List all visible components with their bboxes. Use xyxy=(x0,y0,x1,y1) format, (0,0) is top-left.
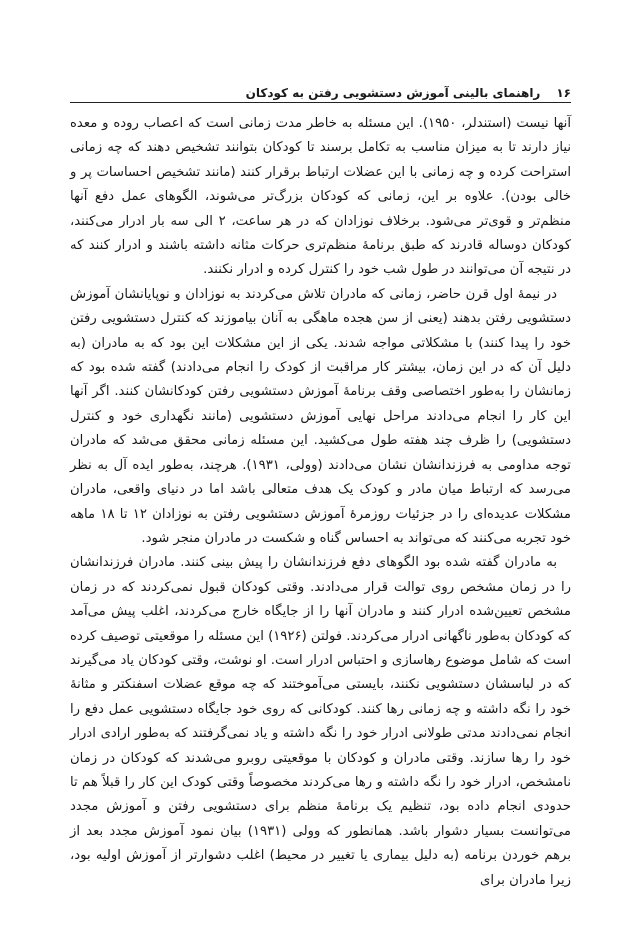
running-title: راهنمای بالینی آموزش دستشویی رفتن به کودکان xyxy=(245,86,541,100)
running-header xyxy=(70,76,571,103)
paragraph-1: آنها نیست (استندلر، ۱۹۵۰). این مسئله به خاطر مدت زمانی است که اعصاب روده و معده نیاز دارند تا به میزان مناسب به تکامل برسند تا کودکان بتوانند تشخیص دهند که چه زمانی استراحت کرده و چه زمانی با این عضلات ارتباط برقرار کنند (مانند تشخیص احساسات پر و خالی بودن). علاوه بر این، زمانی که کودکان بزرگ‌تر می‌شوند، الگوهای عمل دفع آنها منظم‌تر و قوی‌تر می‌شود. برخلاف نوزادان که در هر ساعت، ۲ الی سه بار ادرار می‌کنند، کودکان دوساله قادرند که طبق برنامهٔ منظم‌تری حرکات مثانه داشته باشند و ادرار کنند که در نتیجه آن می‌توانند در طول شب خود را کنترل کرده و ادرار نکنند. xyxy=(70,116,572,278)
paragraph-2: در نیمهٔ اول قرن حاضر، زمانی که مادران تلاش می‌کردند به نوزادان و نوپایانشان آموزش دستشویی رفتن بدهند (یعنی از سن هجده ماهگی به آنان بیاموزند که کنترل دستشویی رفتن خود را پیدا کنند) با مشکلاتی مواجه شدند. یکی از این مشکلات این بود که به مادران (به دلیل آن که در این زمان، بیشتر کار مراقبت از کودک را انجام می‌دادند) گفته شده بود که زمانشان را به‌طور اختصاصی وقف برنامهٔ آموزش دستشویی رفتن کودکانشان کنند. اگر آنها این کار را انجام می‌دادند مراحل نهایی آموزش دستشویی (مانند نگهداری خود و کنترل دستشویی) را ظرف چند هفته طول می‌کشید. این مسئله زمانی محقق می‌شد که مادران توجه مداومی به فرزندانشان نشان می‌دادند (وولی، ۱۹۳۱). هرچند، به‌طور ایده آل به نظر می‌رسد که ارتباط میان مادر و کودک یک هدف متعالی باشد اما در دنیای واقعی، مادران مشکلات عدیده‌ای را در جزئیات روزمرهٔ آموزش دستشویی رفتن به نوزادان ۱۲ تا ۱۸ ماهه خود تجربه می‌کنند که می‌تواند به احساس گناه و شکست در مادران منجر شود. xyxy=(70,286,571,546)
body-text xyxy=(70,112,571,893)
paragraph-3: به مادران گفته شده بود الگوهای دفع فرزندانشان را پیش بینی کنند. مادران فرزندانشان را در زمان مشخص روی توالت قرار می‌دادند. وقتی کودکان قبول نمی‌کردند که در زمان مشخص تعیین‌شده ادرار کنند و مادران آنها را از جایگاه خارج می‌کردند، اغلب پیش می‌آمد که کودکان به‌طور ناگهانی ادرار می‌کردند. فولتن (۱۹۲۶) این مسئله را موقعیتی توصیف کرده است که شامل موضوع رهاسازی و احتباس ادرار است. او نوشت، وقتی کودکان یاد می‌گیرند که در لباسشان دستشویی نکنند، بایستی می‌آموختند که چه موقع عضلات اسفنکتر و مثانهٔ خود را نگه داشته و چه زمانی رها کنند. کودکانی که روی خود جایگاه دستشویی عمل دفع را انجام نمی‌دادند مدتی طولانی ادرار خود را نگه داشته و یاد نمی‌گرفتند که به‌طور ارادی ادرار خود را رها سازند. وقتی مادران و کودکان با موقعیتی روبرو می‌شدند که کودکان در زمان نامشخص، ادرار خود را نگه داشته و رها می‌کردند مخصوصاً وقتی کودک این کار را قبلاً هم تا حدودی انجام داده بود، تنظیم یک برنامهٔ منظم برای دستشویی رفتن و آموزش مجدد می‌توانست بسیار دشوار باشد. همانطور که وولی (۱۹۳۱) بیان نمود آموزش مجدد بعد از برهم خوردن برنامه (به دلیل بیماری یا تغییر در محیط) اغلب دشوارتر از آموزش اولیه بود، زیرا مادران برای xyxy=(70,555,571,888)
page-number: ۱۶ xyxy=(556,86,571,100)
